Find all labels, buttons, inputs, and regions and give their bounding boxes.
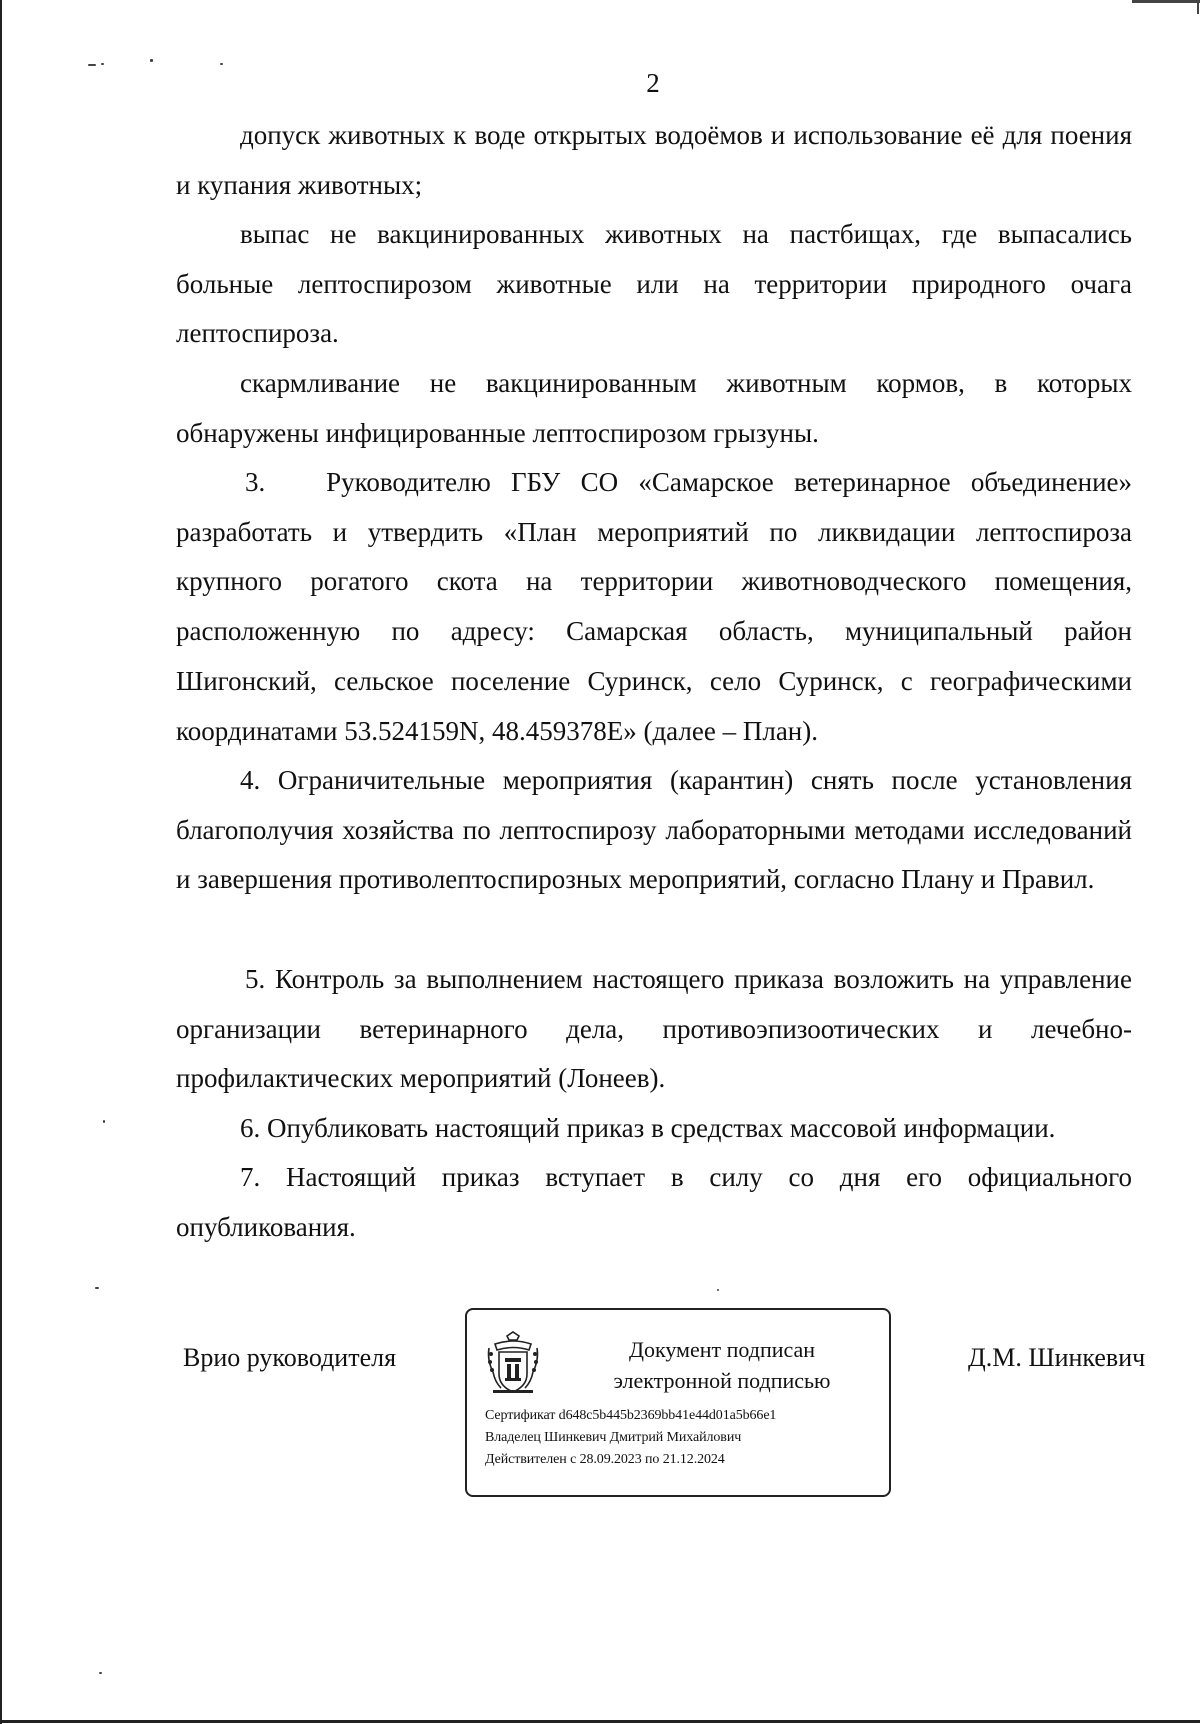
signer-name: Д.М. Шинкевич	[968, 1343, 1146, 1372]
scan-speck	[103, 1120, 105, 1123]
page-number: 2	[646, 68, 660, 98]
paragraph-item-6: 6. Опубликовать настоящий приказ в средствах массовой информации.	[240, 1113, 1056, 1143]
scan-speck	[99, 1672, 102, 1674]
scan-speck	[717, 1289, 719, 1291]
coat-of-arms-icon	[485, 1330, 541, 1396]
scan-speck	[88, 64, 96, 66]
stamp-certificate: Сертификат d648c5b445b2369bb41e44d01a5b66e1	[485, 1408, 777, 1423]
paragraph-watering: допуск животных к воде открытых водоёмов и использование её для поения и купания животных;	[176, 120, 1132, 200]
scan-speck	[95, 1287, 99, 1289]
stamp-owner: Владелец Шинкевич Дмитрий Михайлович	[485, 1430, 742, 1445]
scan-corner-mark	[1132, 0, 1200, 3]
signer-position: Врио руководителя	[183, 1343, 397, 1372]
paragraph-item-3: 3. Руководителю ГБУ СО «Самарское ветеринарное объединение» разработать и утвердить «План мероприятий по ликвидации лептоспироза крупного рогатого скота на территории животноводческого помещения, расположенную по адресу: Самарская область, муниципальный район Шигонский, сельское поселение Суринск, село Суринск, с географическими координатами 53.524159N, 48.459378E» (далее – План).	[176, 467, 1132, 746]
paragraph-grazing: выпас не вакцинированных животных на пастбищах, где выпасались больные лептоспирозом животные или на территории природного очага лептоспироза.	[176, 219, 1132, 349]
electronic-signature-stamp	[465, 1308, 891, 1497]
scan-speck	[101, 63, 104, 65]
stamp-title-line1: Документ подписан	[628, 1337, 816, 1362]
scan-speck	[220, 63, 223, 65]
paragraph-feeding: скармливание не вакцинированным животным кормов, в которых обнаружены инфицированные лептоспирозом грызуны.	[176, 368, 1132, 448]
signature-block	[0, 1308, 1200, 1508]
paragraph-item-5: 5. Контроль за выполнением настоящего приказа возложить на управление организации ветеринарного дела, противоэпизоотических и лечебно-профилактических мероприятий (Лонеев).	[176, 964, 1132, 1094]
paragraph-item-7: 7. Настоящий приказ вступает в силу со дня его официального опубликования.	[176, 1162, 1132, 1242]
stamp-validity: Действителен с 28.09.2023 по 21.12.2024	[485, 1452, 725, 1467]
stamp-title-line2: электронной подписью	[613, 1368, 831, 1393]
stamp-title	[577, 1334, 867, 1396]
paragraph-item-4: 4. Ограничительные мероприятия (карантин) снять после установления благополучия хозяйства по лептоспирозу лабораторными методами исследований и завершения противолептоспирозных мероприятий, согласно Плану и Правил.	[176, 765, 1132, 895]
scan-corner-mark-vertical	[1197, 0, 1199, 14]
scan-bottom-border	[0, 1720, 1200, 1723]
scan-speck	[150, 59, 153, 62]
